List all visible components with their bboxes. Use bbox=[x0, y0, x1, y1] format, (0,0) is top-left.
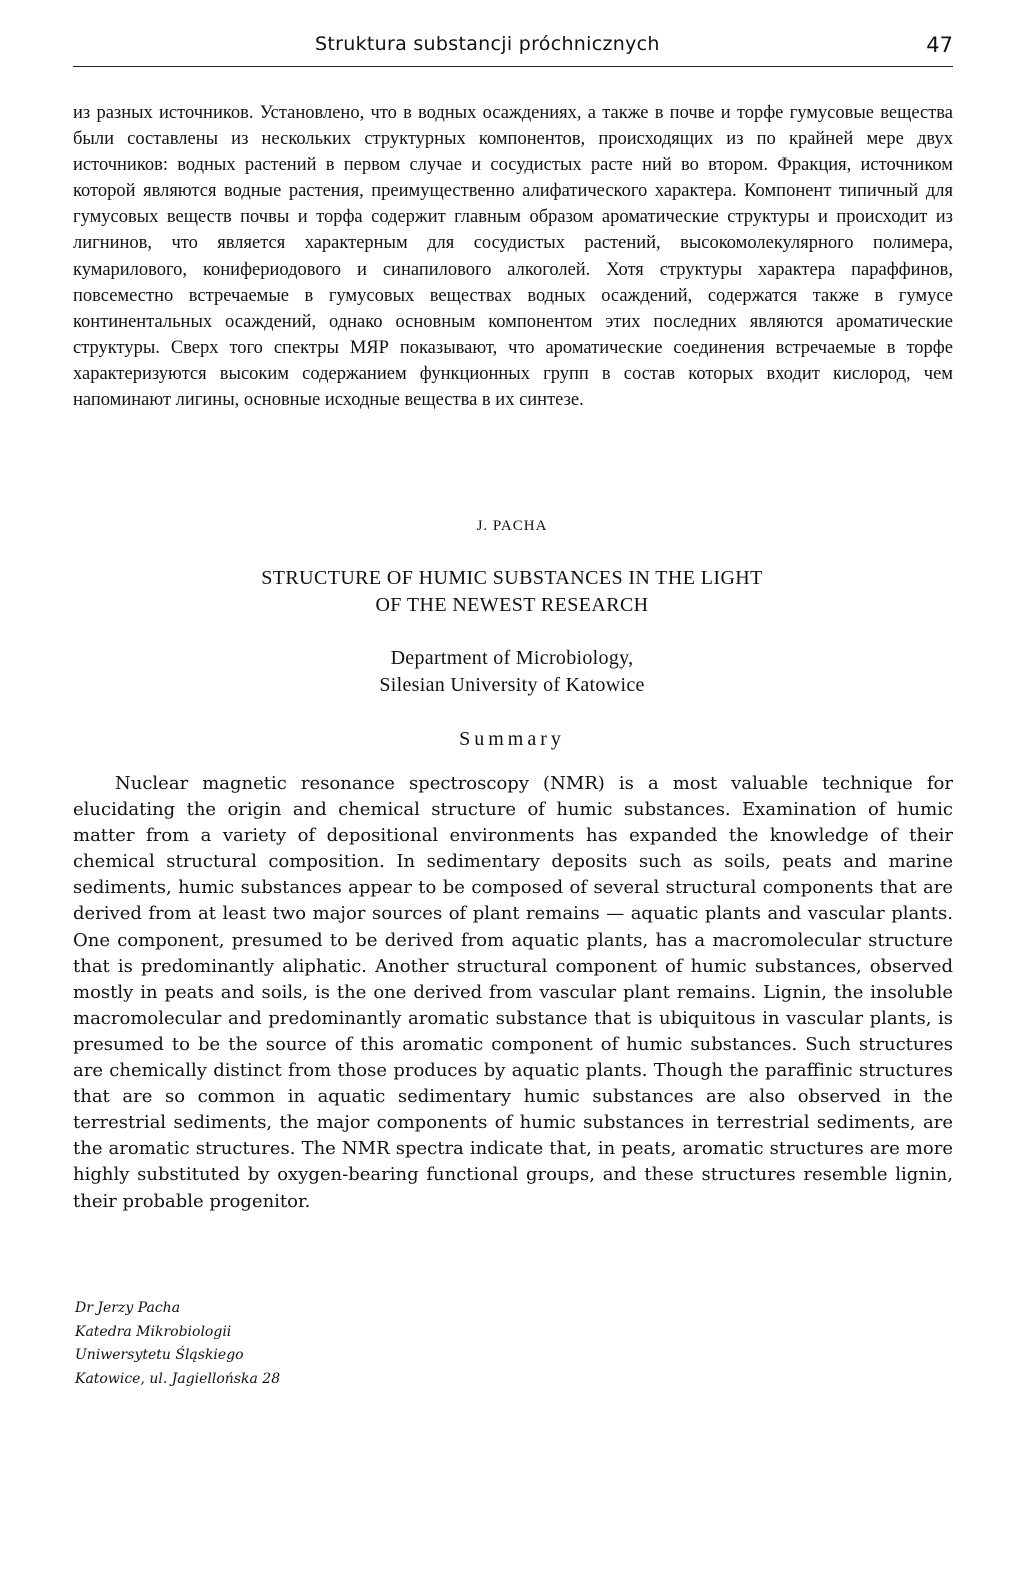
article-title-line-1: STRUCTURE OF HUMIC SUBSTANCES IN THE LIGHT bbox=[261, 567, 763, 589]
running-title: Struktura substancji próchnicznych bbox=[315, 33, 660, 55]
summary-paragraph bbox=[73, 771, 953, 1215]
russian-summary-text: из разных источников. Установлено, что в водных осаждениях, а также в почве и торфе гумусовые вещества были составлены из нескольких структурных компонентов, происходящих из по крайней мере двух источников: водных растений в первом случае и сосудистых расте ний во втором. Фракция, источником которой являются водные растения, преимущественно алифатического характера. Компонент типичный для гумусовых веществ почвы и торфа содержит главным образом ароматические структуры и происходит из лигнинов, что является характерным для сосудистых растений, высокомолекулярного полимера, кумарилового, конифериодового и синапилового алкоголей. Хотя структуры характера параффинов, повсеместно встречаемые в гумусовых веществах водных осаждений, содержатся также в гумусе континентальных осаждений, однако основным компонентом этих последних являются ароматические структуры. Сверх того спектры МЯР показывают, что ароматические соединения встречаемые в торфе характеризуются высоким содержанием функционных групп в состав которых входит кислород, чем напоминают лигины, основные исходные вещества в их синтезе. bbox=[73, 103, 953, 411]
page-number: 47 bbox=[926, 33, 953, 57]
article-author: J. PACHA bbox=[476, 518, 548, 534]
article-title bbox=[0, 565, 1024, 619]
affiliation bbox=[0, 645, 1024, 699]
address-line-1: Dr Jerzy Pacha bbox=[75, 1300, 181, 1316]
author-address bbox=[75, 1297, 280, 1391]
affiliation-line-1: Department of Microbiology, bbox=[390, 647, 634, 669]
address-line-4: Katowice, ul. Jagiellońska 28 bbox=[75, 1370, 281, 1387]
affiliation-line-2: Silesian University of Katowice bbox=[379, 674, 645, 696]
summary-text: Nuclear magnetic resonance spectroscopy (NMR) is a most valuable technique for elucidating the origin and chemical structure of humic substances. Examination of humic matter from a variety of depositional environments has expanded the knowledge of their chemical structural composition. In sedimentary deposits such as soils, peats and marine sediments, humic substances appear to be composed of several structural components that are derived from at least two major sources of plant remains — aquatic plants and vascular plants. One component, presumed to be derived from aquatic plants, has a macromolecular structure that is predominantly aliphatic. Another structural component of humic substances, observed mostly in peats and soils, is the one derived from vascular plant remains. Lignin, the insoluble macromolecular and predominantly aromatic substance that is ubiquitous in vascular plants, is presumed to be the source of this aromatic component of humic substances. Such structures are chemically distinct from those produces by aquatic plants. Though the paraffinic structures that are so common in aquatic sedimentary humic substances are also observed in the terrestrial sediments, the major components of humic substances in terrestrial sediments, are the aromatic structures. The NMR spectra indicate that, in peats, aromatic structures are more highly substituted by oxygen-bearing functional groups, and these structures resemble lignin, their probable progenitor. bbox=[73, 773, 953, 1212]
article-title-line-2: OF THE NEWEST RESEARCH bbox=[375, 594, 649, 616]
running-header bbox=[73, 26, 953, 67]
summary-heading: Summary bbox=[459, 728, 565, 750]
address-line-3: Uniwersytetu Śląskiego bbox=[75, 1347, 244, 1363]
address-line-2: Katedra Mikrobiologii bbox=[75, 1323, 232, 1340]
